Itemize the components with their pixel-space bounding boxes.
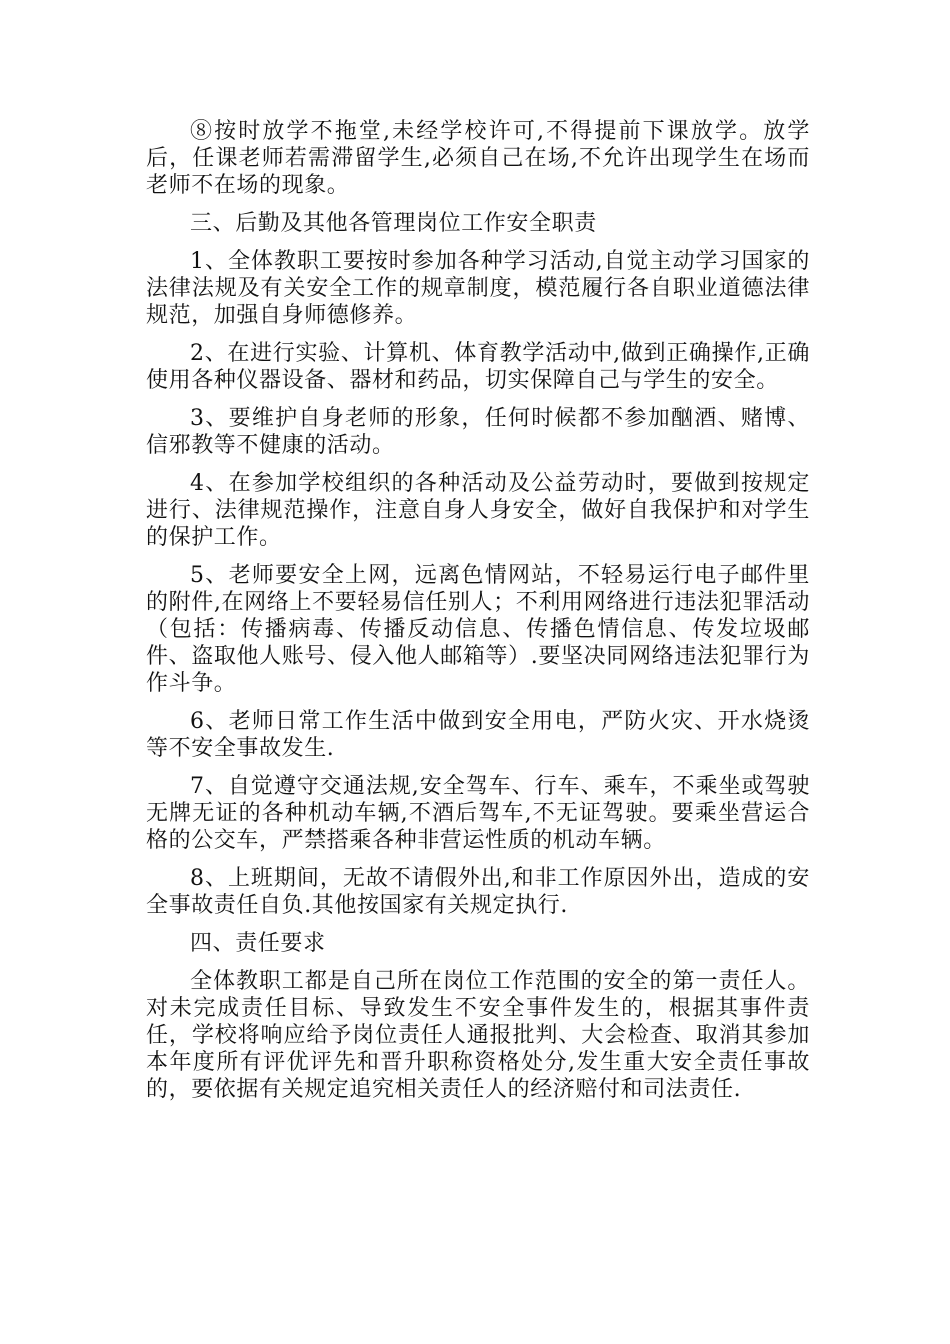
paragraph-duty-5: 5、老师要安全上网，远离色情网站，不轻易运行电子邮件里的附件,在网络上不要轻易信任别人；不利用网络进行违法犯罪活动（包括：传播病毒、传播反动信息、传播色情信息、传发垃圾邮件、盗取他人账号、侵入他人邮箱等）.要坚决同网络违法犯罪行为作斗争。	[146, 563, 810, 696]
paragraph-duty-2: 2、在进行实验、计算机、体育教学活动中,做到正确操作,正确使用各种仪器设备、器材和药品，切实保障自己与学生的安全。	[146, 341, 810, 393]
paragraph-duty-8: 8、上班期间，无故不请假外出,和非工作原因外出，造成的安全事故责任自负.其他按国家有关规定执行.	[146, 866, 810, 918]
section-heading-3: 三、后勤及其他各管理岗位工作安全职责	[190, 211, 597, 236]
paragraph-responsibility: 全体教职工都是自己所在岗位工作范围的安全的第一责任人。对未完成责任目标、导致发生不安全事件发生的，根据其事件责任，学校将响应给予岗位责任人通报批判、大会检查、取消其参加本年度所有评优评先和晋升职称资格处分,发生重大安全责任事故的，要依据有关规定追究相关责任人的经济赔付和司法责任.	[146, 969, 810, 1102]
paragraph-duty-6: 6、老师日常工作生活中做到安全用电，严防火灾、开水烧烫等不安全事故发生.	[146, 709, 810, 761]
section-heading-4: 四、责任要求	[190, 931, 326, 956]
paragraph-duty-4: 4、在参加学校组织的各种活动及公益劳动时，要做到按规定进行、法律规范操作，注意自身人身安全，做好自我保护和对学生的保护工作。	[146, 471, 810, 550]
document-page	[146, 118, 810, 1114]
paragraph-duty-3: 3、要维护自身老师的形象，任何时候都不参加酗酒、赌博、信邪教等不健康的活动。	[146, 406, 810, 458]
paragraph-item-8: ⑧按时放学不拖堂,未经学校许可,不得提前下课放学。放学后，任课老师若需滞留学生,必须自己在场,不允许出现学生在场而老师不在场的现象。	[146, 119, 810, 198]
paragraph-duty-7: 7、自觉遵守交通法规,安全驾车、行车、乘车，不乘坐或驾驶无牌无证的各种机动车辆,不酒后驾车,不无证驾驶。要乘坐营运合格的公交车，严禁搭乘各种非营运性质的机动车辆。	[146, 774, 810, 853]
paragraph-duty-1: 1、全体教职工要按时参加各种学习活动,自觉主动学习国家的法律法规及有关安全工作的规章制度，模范履行各自职业道德法律规范，加强自身师德修养。	[146, 249, 810, 328]
